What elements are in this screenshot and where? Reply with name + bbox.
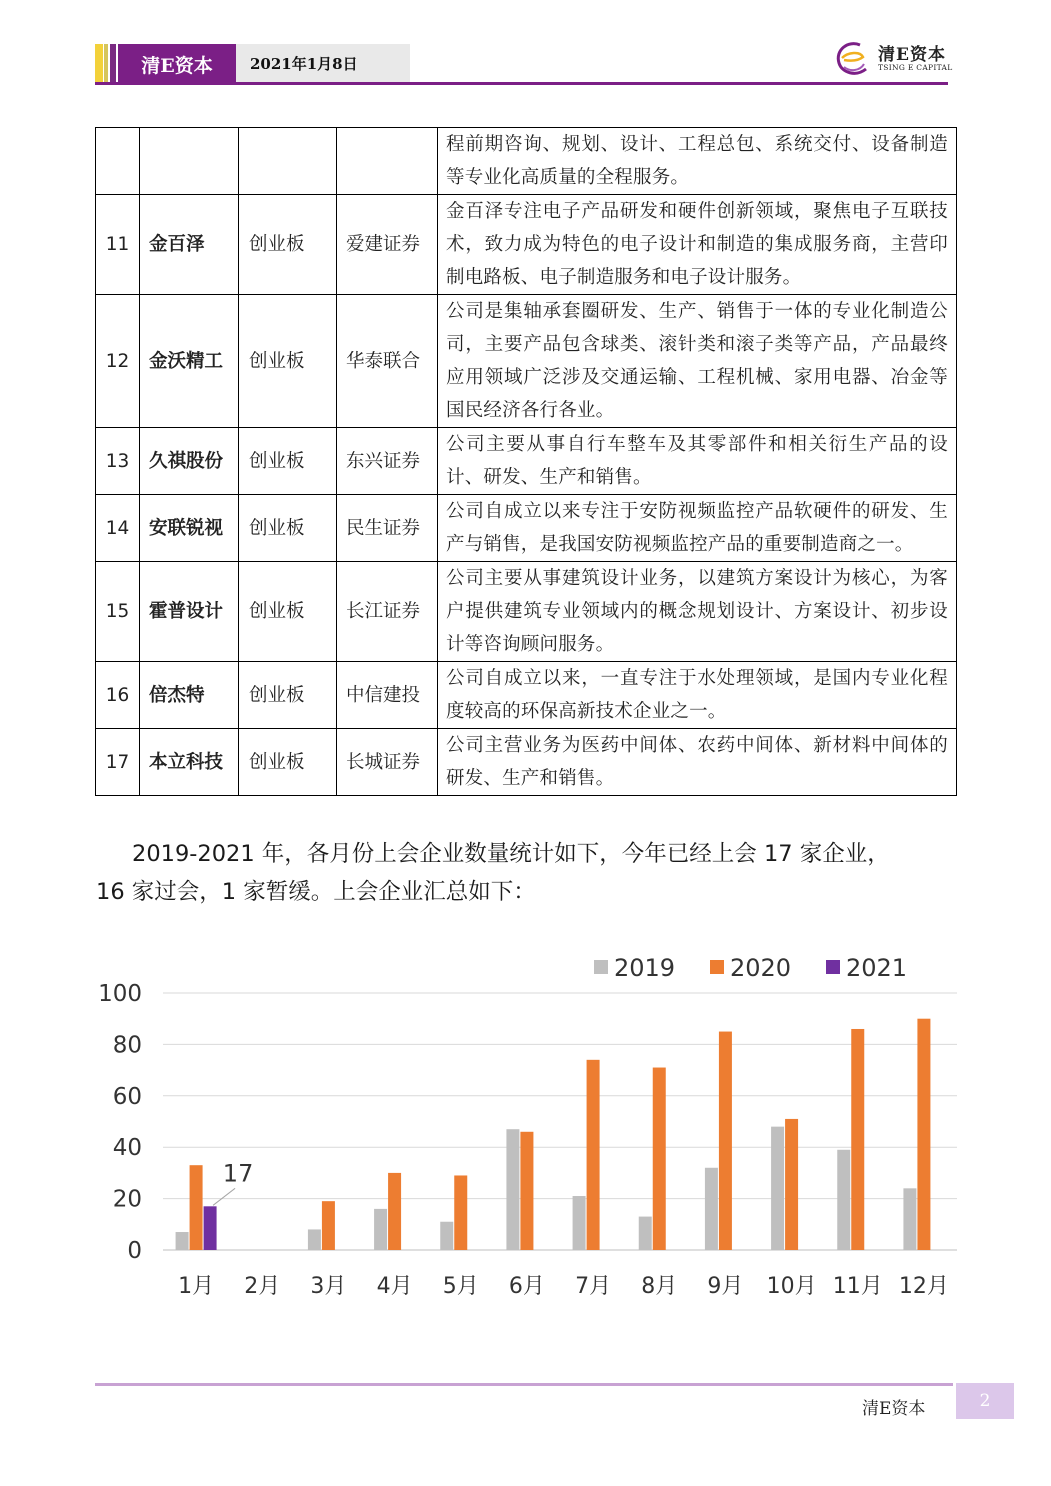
bar-2019-12 <box>903 1188 916 1250</box>
bar-2019-3 <box>308 1229 321 1250</box>
bar-2020-10 <box>785 1119 798 1250</box>
header-rule <box>95 82 948 85</box>
table-cell-no: 11 <box>96 195 140 295</box>
table-row <box>96 128 957 195</box>
table-cell-name <box>140 128 239 195</box>
table-cell-name: 安联锐视 <box>140 495 239 562</box>
table-cell-no: 13 <box>96 428 140 495</box>
footer-rule <box>95 1383 953 1386</box>
table-cell-name: 倍杰特 <box>140 662 239 729</box>
table-row <box>96 495 957 562</box>
x-tick-label: 4月 <box>376 1274 413 1299</box>
table-cell-board <box>239 128 337 195</box>
x-tick-label: 11月 <box>832 1274 883 1299</box>
table-cell-desc: 公司自成立以来，一直专注于水处理领域，是国内专业化程度较高的环保高新技术企业之一。 <box>438 662 957 729</box>
data-label-leader <box>213 1188 235 1205</box>
table-cell-no: 16 <box>96 662 140 729</box>
monthly-meetings-bar-chart <box>80 940 980 1320</box>
table-cell-board: 创业板 <box>239 428 337 495</box>
table-cell-name: 金百泽 <box>140 195 239 295</box>
table-cell-board: 创业板 <box>239 562 337 662</box>
table-cell-sponsor: 长城证券 <box>337 729 438 796</box>
legend-label: 2021 <box>846 954 908 982</box>
table-cell-board: 创业板 <box>239 495 337 562</box>
table-cell-no <box>96 128 140 195</box>
summary-paragraph <box>96 835 952 911</box>
table-row <box>96 562 957 662</box>
header-accent-bar <box>95 44 103 84</box>
data-label: 17 <box>222 1159 254 1188</box>
header-brand: 清E资本 <box>118 44 236 84</box>
table-cell-name: 本立科技 <box>140 729 239 796</box>
x-tick-label: 5月 <box>442 1274 479 1299</box>
table-cell-board: 创业板 <box>239 195 337 295</box>
bar-2020-4 <box>388 1173 401 1250</box>
bar-2019-8 <box>639 1217 652 1250</box>
table-cell-name: 霍普设计 <box>140 562 239 662</box>
table-cell-desc: 公司自成立以来专注于安防视频监控产品软硬件的研发、生产与销售，是我国安防视频监控产品的重要制造商之一。 <box>438 495 957 562</box>
company-logo <box>830 36 955 82</box>
x-tick-label: 10月 <box>766 1274 817 1299</box>
table-cell-no: 14 <box>96 495 140 562</box>
table-cell-desc: 公司主要从事建筑设计业务，以建筑方案设计为核心，为客户提供建筑专业领域内的概念规划设计、方案设计、初步设计等咨询顾问服务。 <box>438 562 957 662</box>
legend-swatch <box>826 960 840 974</box>
table-cell-sponsor: 中信建投 <box>337 662 438 729</box>
table-cell-sponsor: 华泰联合 <box>337 295 438 428</box>
bar-2020-11 <box>851 1029 864 1250</box>
y-tick-label: 80 <box>112 1032 142 1059</box>
legend-swatch <box>710 960 724 974</box>
x-tick-label: 9月 <box>707 1274 744 1299</box>
bar-2019-1 <box>176 1232 189 1250</box>
table-cell-board: 创业板 <box>239 729 337 796</box>
table-cell-desc: 公司主要从事自行车整车及其零部件和相关衍生产品的设计、研发、生产和销售。 <box>438 428 957 495</box>
bar-2020-7 <box>587 1060 600 1250</box>
footer-brand: 清E资本 <box>862 1399 926 1419</box>
legend-label: 2020 <box>730 954 792 982</box>
table-cell-sponsor: 民生证券 <box>337 495 438 562</box>
bar-2020-1 <box>190 1165 203 1250</box>
table-row <box>96 195 957 295</box>
bar-2019-11 <box>837 1150 850 1250</box>
y-tick-label: 0 <box>127 1238 142 1264</box>
table-cell-board: 创业板 <box>239 662 337 729</box>
bar-2021-1 <box>204 1206 217 1250</box>
legend-swatch <box>594 960 608 974</box>
y-tick-label: 40 <box>112 1135 142 1162</box>
header-accent-bar <box>104 44 108 84</box>
x-tick-label: 8月 <box>641 1274 678 1299</box>
bar-2020-5 <box>454 1175 467 1250</box>
x-tick-label: 7月 <box>575 1274 612 1299</box>
table-cell-sponsor <box>337 128 438 195</box>
table-cell-desc: 公司主营业务为医药中间体、农药中间体、新材料中间体的研发、生产和销售。 <box>438 729 957 796</box>
table-cell-name: 金沃精工 <box>140 295 239 428</box>
table-cell-desc: 金百泽专注电子产品研发和硬件创新领域，聚焦电子互联技术，致力成为特色的电子设计和制造的集成服务商，主营印制电路板、电子制造服务和电子设计服务。 <box>438 195 957 295</box>
bar-2019-9 <box>705 1168 718 1250</box>
y-tick-label: 100 <box>98 981 142 1007</box>
header-accent-bar <box>110 44 116 84</box>
bar-2020-12 <box>917 1019 930 1250</box>
x-tick-label: 12月 <box>898 1274 949 1299</box>
bar-2019-10 <box>771 1127 784 1250</box>
table-cell-name: 久祺股份 <box>140 428 239 495</box>
table-row <box>96 428 957 495</box>
x-tick-label: 2月 <box>244 1274 281 1299</box>
bar-2020-9 <box>719 1032 732 1250</box>
bar-2019-5 <box>440 1222 453 1250</box>
y-tick-label: 20 <box>112 1186 142 1213</box>
bar-2019-7 <box>573 1196 586 1250</box>
x-tick-label: 1月 <box>178 1274 215 1299</box>
page-number: 2 <box>956 1383 1014 1419</box>
table-row <box>96 729 957 796</box>
logo-text-cn: 清E资本 <box>878 45 946 65</box>
table-cell-board: 创业板 <box>239 295 337 428</box>
table-cell-no: 17 <box>96 729 140 796</box>
table-cell-sponsor: 爱建证券 <box>337 195 438 295</box>
logo-mark-icon <box>830 36 876 82</box>
table-row <box>96 662 957 729</box>
table-cell-desc: 程前期咨询、规划、设计、工程总包、系统交付、设备制造等专业化高质量的全程服务。 <box>438 128 957 195</box>
table-cell-no: 15 <box>96 562 140 662</box>
table-cell-desc: 公司是集轴承套圈研发、生产、销售于一体的专业化制造公司，主要产品包含球类、滚针类和滚子类等产品，产品最终应用领域广泛涉及交通运输、工程机械、家用电器、冶金等国民经济各行各业。 <box>438 295 957 428</box>
summary-line: 16 家过会，1 家暂缓。上会企业汇总如下： <box>96 879 536 905</box>
header-date: 2021年1月8日 <box>236 44 410 82</box>
logo-text-en: TSING E CAPITAL <box>878 63 953 72</box>
bar-2020-3 <box>322 1201 335 1250</box>
summary-line: 2019-2021 年，各月份上会企业数量统计如下，今年已经上会 17 家企业， <box>132 841 890 867</box>
y-tick-label: 60 <box>112 1083 142 1110</box>
page-header <box>0 0 1051 100</box>
table-cell-no: 12 <box>96 295 140 428</box>
x-tick-label: 6月 <box>508 1274 545 1299</box>
legend-label: 2019 <box>614 954 676 982</box>
ipo-company-table <box>95 127 957 796</box>
x-tick-label: 3月 <box>310 1274 347 1299</box>
table-cell-sponsor: 东兴证券 <box>337 428 438 495</box>
table-row <box>96 295 957 428</box>
bar-2020-8 <box>653 1068 666 1250</box>
bar-2020-6 <box>520 1132 533 1250</box>
bar-2019-4 <box>374 1209 387 1250</box>
bar-2019-6 <box>506 1129 519 1250</box>
table-cell-sponsor: 长江证券 <box>337 562 438 662</box>
